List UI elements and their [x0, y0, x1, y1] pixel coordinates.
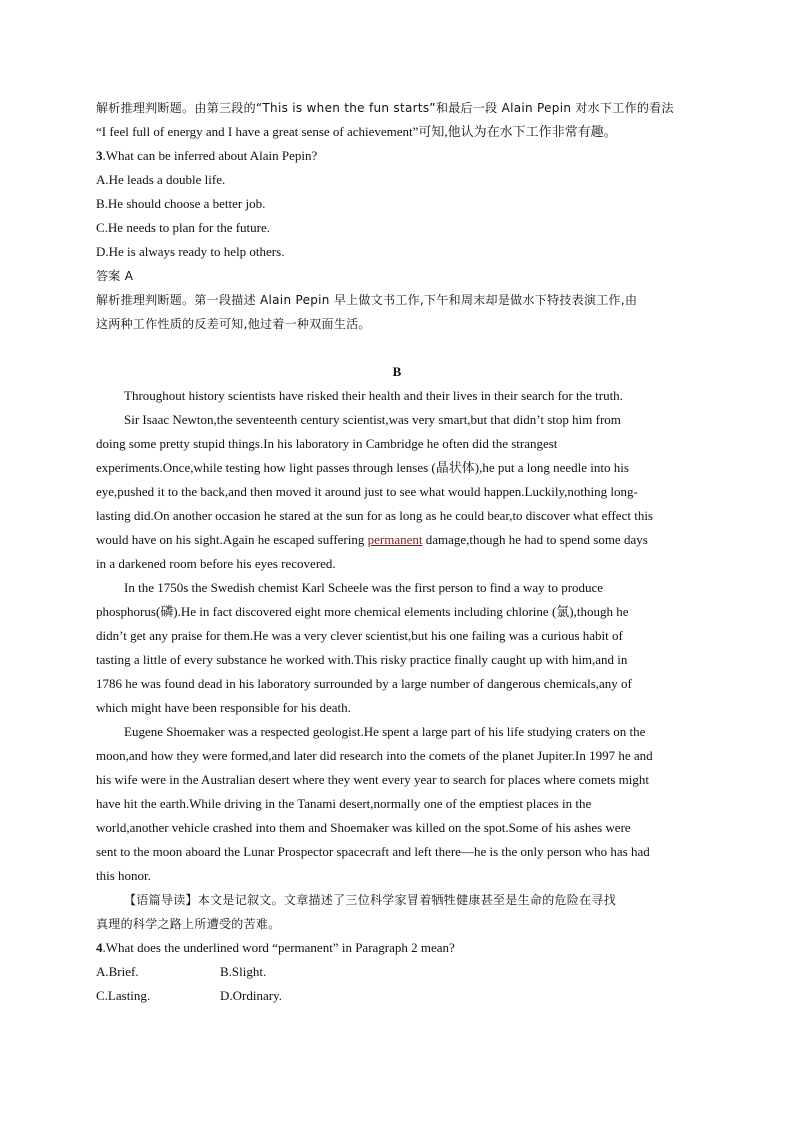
question-3-text: .What can be inferred about Alain Pepin?: [102, 148, 318, 163]
passage-p4-line-6: sent to the moon aboard the Lunar Prospector spacecraft and left there—he is the only person who has had: [96, 844, 650, 859]
passage-p2-line-3: experiments.Once,while testing how light passes through lenses (晶状体),he put a long needle into his: [96, 460, 629, 475]
section-title: B: [392, 364, 402, 379]
question-3-answer: 答案 A: [96, 269, 134, 283]
question-4-number: 4: [96, 940, 103, 955]
passage-p3-line-5: 1786 he was found dead in his laboratory surrounded by a large number of dangerous chemicals,any of: [96, 676, 632, 691]
question-4-text: .What does the underlined word “permanent” in Paragraph 2 mean?: [102, 940, 455, 955]
reading-guide-line-2: 真理的科学之路上所遭受的苦难。: [96, 917, 281, 931]
question-3-stem: [96, 148, 700, 164]
passage-p2-line-4: eye,pushed it to the back,and then moved it around just to see what would happen.Luckily,nothing long-: [96, 484, 638, 499]
passage-p4-line-1: Eugene Shoemaker was a respected geologist.He spent a large part of his life studying craters on the: [124, 724, 646, 739]
passage-p2-line-6: [96, 532, 700, 548]
passage-p4-line-3: his wife were in the Australian desert where they went every year to search for places where comets might: [96, 772, 650, 787]
q2-analysis-line-1: 解析推理判断题。由第三段的“This is when the fun starts”和最后一段 Alain Pepin 对水下工作的看法: [96, 101, 674, 115]
question-4-stem: [96, 940, 700, 956]
passage-p4-line-5: world,another vehicle crashed into them and Shoemaker was killed on the spot.Some of his ashes were: [96, 820, 631, 835]
passage-p3-line-4: tasting a little of every substance he worked with.This risky practice finally caught up with him,and in: [96, 652, 628, 667]
question-4-option-d: D.Ordinary.: [220, 988, 282, 1003]
question-4-option-a: A.Brief.: [96, 964, 139, 979]
passage-p4-line-2: moon,and how they were formed,and later did research into the comets of the planet Jupiter.In 1997 he and: [96, 748, 653, 763]
passage-p2-line-2: doing some pretty stupid things.In his laboratory in Cambridge he often did the strangest: [96, 436, 558, 451]
question-3-option-b: B.He should choose a better job.: [96, 196, 266, 211]
passage-p3-line-6: which might have been responsible for his death.: [96, 700, 351, 715]
question-4-option-b: B.Slight.: [220, 964, 267, 979]
passage-p3-line-1: In the 1750s the Swedish chemist Karl Scheele was the first person to find a way to produce: [124, 580, 604, 595]
passage-p2-line-6-start: would have on his sight.Again he escaped suffering: [96, 532, 368, 547]
reading-guide-line-1: 【语篇导读】本文是记叙文。文章描述了三位科学家冒着牺牲健康甚至是生命的危险在寻找: [124, 893, 617, 907]
question-3-number: 3: [96, 148, 103, 163]
passage-p1: Throughout history scientists have risked their health and their lives in their search for the truth.: [124, 388, 623, 403]
passage-p2-line-5: lasting did.On another occasion he stared at the sun for as long as he could bear,to discover what effect this: [96, 508, 653, 523]
question-3-option-a: A.He leads a double life.: [96, 172, 226, 187]
passage-p4-line-4: have hit the earth.While driving in the Tanami desert,normally one of the emptiest places in the: [96, 796, 592, 811]
passage-p2-line-7: in a darkened room before his eyes recovered.: [96, 556, 336, 571]
q2-analysis-line-2: “I feel full of energy and I have a great sense of achievement”可知,他认为在水下工作非常有趣。: [96, 124, 617, 139]
underlined-word-permanent: permanent: [367, 532, 423, 547]
passage-p3-line-3: didn’t get any praise for them.He was a very clever scientist,but his one failing was a curious habit of: [96, 628, 623, 643]
question-3-option-d: D.He is always ready to help others.: [96, 244, 285, 259]
passage-p3-line-2: phosphorus(磷).He in fact discovered eight more chemical elements including chlorine (氯),though he: [96, 604, 629, 619]
passage-p2-line-6-end: damage,though he had to spend some days: [422, 532, 648, 547]
question-3-analysis-line-1: 解析推理判断题。第一段描述 Alain Pepin 早上做文书工作,下午和周末却是做水下特技表演工作,由: [96, 293, 638, 307]
question-3-analysis-line-2: 这两种工作性质的反差可知,他过着一种双面生活。: [96, 317, 371, 331]
passage-p4-line-7: this honor.: [96, 868, 151, 883]
question-4-option-c: C.Lasting.: [96, 988, 151, 1003]
question-4-options-row-2: [96, 988, 700, 1004]
passage-p2-line-1: Sir Isaac Newton,the seventeenth century scientist,was very smart,but that didn’t stop him from: [124, 412, 621, 427]
question-4-options-row-1: [96, 964, 700, 980]
question-3-option-c: C.He needs to plan for the future.: [96, 220, 271, 235]
